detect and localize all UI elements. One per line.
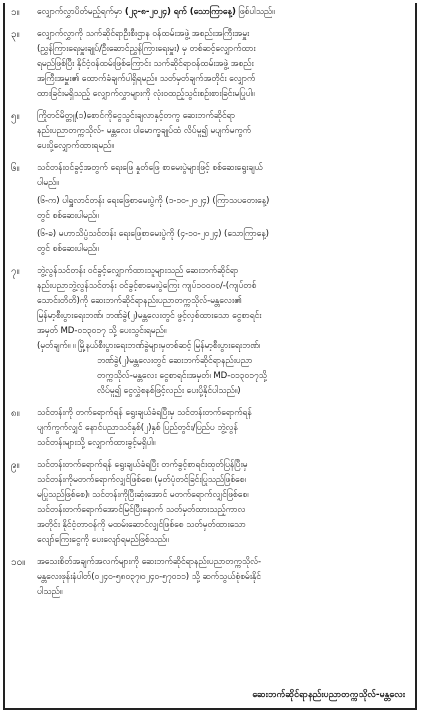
- clause-2: [11, 27, 407, 102]
- text-line: [37, 384, 407, 399]
- text-line: [37, 324, 407, 339]
- clause-number: ၃။: [11, 29, 20, 40]
- sub-clause-continuation: တွင် စစ်ဆေးပါမည်။: [37, 211, 99, 221]
- text-run: ပျက်ကွက်လျှင် နောင်ပညာသင်နှစ်(၂)နှစ် ပြည်တွင်း/ပြည်ပ ဘွဲ့လွန်: [37, 423, 238, 433]
- text-line: [37, 279, 407, 294]
- text-line: [37, 87, 407, 102]
- clause-7: [11, 458, 407, 548]
- text-line: [37, 533, 407, 548]
- text-line: [37, 309, 407, 324]
- text-run: ထားခြင်းမရှိသည့် လျှောက်လွှာများကို လုံးဝထည့်သွင်းစဉ်းစားခြင်းမပြုပါ။: [37, 89, 255, 99]
- text-line: [37, 176, 407, 191]
- text-line: [37, 488, 407, 503]
- clause-number: ၉။: [11, 460, 20, 471]
- clause-4: [11, 161, 407, 257]
- clause-1: [11, 5, 407, 20]
- text-run: ပေးပို့လျှောက်ထားရမည်။: [37, 141, 114, 151]
- text-line: [37, 555, 407, 570]
- text-run: သင်တန်းများသို့ လျှောက်ထားခွင့်မရှိပါ။: [37, 438, 156, 448]
- text-line: [37, 436, 407, 451]
- text-line: [37, 57, 407, 72]
- text-run: အသေးစိတ်အချက်အလက်များကို ဆေးဘက်ဆိုင်ရာနည်းပညာတက္ကသိုလ်-: [37, 557, 262, 567]
- clause-number: ၁၀။: [11, 557, 26, 568]
- text-line: [37, 42, 407, 57]
- text-line: [37, 109, 407, 124]
- text-line: [37, 161, 407, 176]
- notice-panel: [3, 3, 417, 710]
- text-run: ရမည်ဖြစ်ပြီး နိုင်ငံ့ဝန်ထမ်းဖြစ်ကြောင်း သက်ဆိုင်ရာဝန်ထမ်းအဖွဲ့ အစည်း: [37, 59, 254, 69]
- text-line: [37, 354, 407, 369]
- text-line: [37, 570, 407, 585]
- text-run: (ညွှန်ကြားရေးမှူးချုပ်/ဦးဆောင်ညွှန်ကြားရေးမှူး) မှ တစ်ဆင့်လျှောက်ထား: [37, 44, 256, 54]
- text-run: ပါသည်။: [37, 587, 63, 597]
- text-run: သင်တန်းတက်ရောက်ရန် ရွေးချယ်ခံရပြီး တက်ခွင့်စာရင်းထုတ်ပြန်ပြီးမှ: [37, 460, 248, 470]
- closing-date: (၂၃-၈-၂၀၂၄) ရက် (သောကြာနေ့): [124, 7, 236, 17]
- text-line: [37, 72, 407, 87]
- clause-6: [11, 406, 407, 451]
- text-line: [37, 406, 407, 421]
- text-line: [37, 518, 407, 533]
- text-line: [37, 139, 407, 154]
- sub-clause: (၆-ခ) မဟာသိပ္ပံသင်တန်း ရေးဖြေစာမေးပွဲကို (၄-၁၀-၂၀၂၄) (သောကြာနေ့): [37, 229, 269, 239]
- clause-number: ၁။: [11, 7, 20, 18]
- text-line: [37, 473, 407, 488]
- numbered-clauses: [11, 5, 407, 600]
- text-line: [37, 585, 407, 600]
- text-run: လျော်ကြေးငွေကို ပေးလျော်ရမည်ဖြစ်သည်။: [37, 535, 169, 545]
- text-line: [37, 264, 407, 279]
- text-run: ဘဏ်ခွဲ(၂)မန္တလေးတွင် ဆေးဘက်ဆိုင်ရာနည်းပညာ: [97, 356, 253, 366]
- text-run: နည်းပညာဘွဲ့လွန်သင်တန်း ဝင်ခွင့်စာမေးပွဲကြေး ကျပ်၁၀၀၀၀/-(ကျပ်တစ်: [37, 281, 257, 291]
- text-run: အတိုင်း နိုင်ငံ့တာဝန်ကို မထမ်းဆောင်လျှင်ဖြစ်စေ သတ်မှတ်ထားသော: [37, 520, 246, 530]
- text-run: နည်းပညာတက္ကသိုလ်- မန္တလေး ပါမောက္ခချုပ်ထံ လိပ်မူ၍ မပျက်မကွက်: [37, 126, 252, 136]
- text-run: သင်တန်းဝင်ခွင့်အတွက် ရေးဖြေ နှုတ်ဖြေ စာမေးပွဲများဖြင့် စစ်ဆေးရွေးချယ်: [37, 163, 263, 173]
- text-run: အမှတ် MD-၀၁၃၀၁၇ သို့ ပေးသွင်းရမည်။: [37, 326, 167, 336]
- text-line: [37, 124, 407, 139]
- clause-3: [11, 109, 407, 154]
- clause-8: [11, 555, 407, 600]
- text-line: [37, 421, 407, 436]
- text-run: တက္ကသိုလ်-မန္တလေး ငွေစာရင်းအမှတ်၊ MD-၀၁၃၀၁၇သို့: [97, 371, 267, 381]
- text-run: လိပ်မူ၍ ငွေလွှဲစနစ်ဖြင့်လည်း ပေးပို့နိုင်ပါသည်။): [97, 386, 241, 396]
- text-run: ဘွဲ့လွန်သင်တန်း ဝင်ခွင့်လျှောက်ထားသူများသည် ဆေးဘက်ဆိုင်ရာ: [37, 266, 239, 276]
- text-line: [37, 27, 407, 42]
- text-run: ကြိုတင်မိတ္တူ(၁)စောင်ကိုငွေသွင်းချလာနှင့်တကွ ဆေးဘက်ဆိုင်ရာ: [37, 111, 236, 121]
- text-line: [37, 503, 407, 518]
- text-line: [37, 458, 407, 473]
- text-run: ပါမည်။: [37, 178, 59, 188]
- text-run: သင်တန်းတက်ရောက်အောင်မြင်ပြီးနောက် သတ်မှတ်ထားသည့်ကာလ: [37, 505, 246, 515]
- text-line: [37, 294, 407, 309]
- clause-number: ၈။: [11, 408, 20, 419]
- text-run: လျှောက်လွှာကို သက်ဆိုင်ရာဦးစီးဌာန ဝန်ထမ်းအဖွဲ့ အစည်းအကြီးအမှူး: [37, 29, 250, 39]
- clause-number: ၇။: [11, 266, 20, 277]
- text-run: အကြီးအမှူး၏ ထောက်ခံချက်ပါရှိရမည်။ သတ်မှတ်ချက်အတိုင်း လျှောက်: [37, 74, 256, 84]
- clause-number: ၆။: [11, 163, 20, 174]
- text-run: မြန်မာ့စီးပွားရေးဘဏ်၊ ဘဏ်ခွဲ(၂)မန္တလေးတွင် ဖွင့်လှစ်ထားသော ငွေစာရင်း: [37, 311, 262, 321]
- clause-number: ၅။: [11, 111, 20, 122]
- text-run: (မှတ်ချက်။ ။ မြို့နယ်စီးပွားရေးဘဏ်ခွဲများမှတစ်ဆင့် မြန်မာ့စီးပွားရေးဘဏ်၊: [37, 341, 261, 351]
- text-run: မပြုသည်ဖြစ်စေ)၊ သင်တန်းကိုပြီးဆုံးအောင် မတက်ရောက်လျှင်ဖြစ်စေ၊: [37, 490, 249, 500]
- text-run: မန္တလေးဖုန်းနံပါတ်(၀၂၄၀-၅၈၀၃၇၊၀၂၄၀-၅၇၀၁၁) သို့ ဆက်သွယ်စုံစမ်းနိုင်: [37, 572, 261, 582]
- issuer-signature: ဆေးဘက်ဆိုင်ရာနည်းပညာတက္ကသိုလ်-မန္တလေး: [252, 690, 405, 700]
- text-run: ဖြစ်ပါသည်။: [235, 7, 275, 17]
- text-run: သင်တန်းကို တက်ရောက်ရန် ရွေးချယ်ခံရပြီးမှ သင်တန်းတက်ရောက်ရန်: [37, 408, 252, 418]
- text-line: [37, 339, 407, 354]
- text-run: သောင်းတိတိ)ကို ဆေးဘက်ဆိုင်ရာနည်းပညာတက္ကသိုလ်-မန္တလေး၏: [37, 296, 242, 306]
- text-run: လျှောက်လွှာပိတ်မည့်ရက်မှာ: [37, 7, 125, 17]
- sub-clause: (၆-က) ပါရှူလာင်တန်း ရေးဖြေစာမေးပွဲကို (၁-၁၀-၂၀၂၄) (ကြာသပတေးနေ့): [37, 196, 270, 206]
- sub-clause-continuation: တွင် စစ်ဆေးပါမည်။: [37, 244, 99, 254]
- clause-5: [11, 264, 407, 399]
- text-line: [37, 369, 407, 384]
- text-run: သင်တန်းကိုမတက်ရောက်လျှင်ဖြစ်စေ၊ (မှတ်ပုံတင်ခြင်းပြုသည်ဖြစ်စေ၊: [37, 475, 246, 485]
- text-line: [37, 5, 407, 20]
